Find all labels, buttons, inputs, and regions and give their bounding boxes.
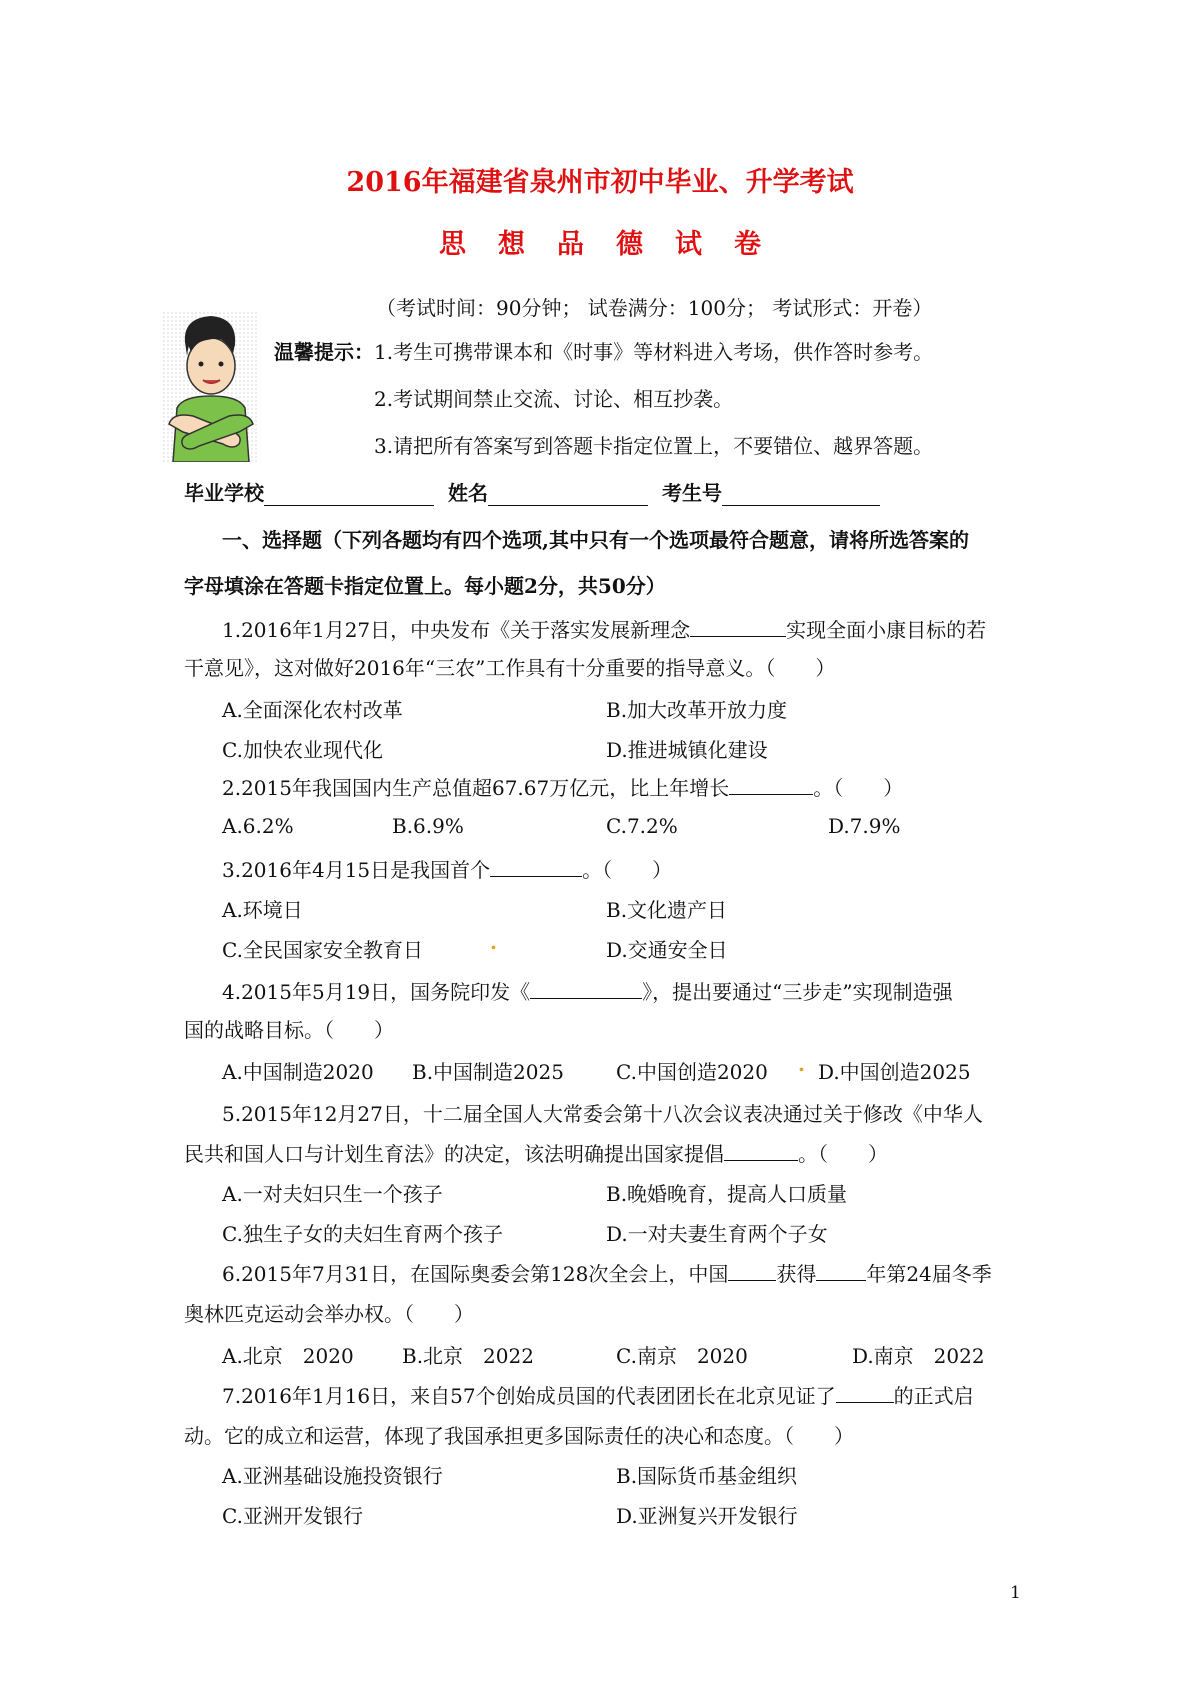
exam-no-field[interactable] [722,483,880,506]
question-1-line-1: 1.2016年1月27日，中央发布《关于落实发展新理念 实现全面小康目标的若 [222,618,987,642]
q3-option-c[interactable]: C.全民国家安全教育日 [222,938,423,962]
q3-option-a[interactable]: A.环境日 [222,898,303,922]
question-4-line-1: 4.2015年5月19日，国务院印发《 》，提出要通过“三步走”实现制造强 [222,980,953,1004]
section-heading-line-2: 字母填涂在答题卡指定位置上。每小题2分，共50分） [184,574,666,598]
q5-option-a[interactable]: A.一对夫妇只生一个孩子 [222,1182,443,1206]
q7-option-d[interactable]: D.亚洲复兴开发银行 [616,1504,798,1528]
exam-subtitle: 思想品德试卷 [439,229,793,260]
question-6-line-1: 6.2015年7月31日，在国际奥委会第128次全会上，中国 获得 年第24届冬季 [222,1262,992,1286]
q6-option-c[interactable]: C.南京 2020 [616,1344,748,1368]
q3-option-b[interactable]: B.文化遗产日 [606,898,728,922]
name-label: 姓名 [448,481,488,505]
q3-option-d[interactable]: D.交通安全日 [606,938,728,962]
question-2: 2.2015年我国国内生产总值超67.67万亿元，比上年增长 。（ ） [222,776,904,800]
cartoon-boy-illustration [163,312,259,462]
decorative-dot: . [490,930,497,954]
q5-option-c[interactable]: C.独生子女的夫妇生育两个孩子 [222,1222,503,1246]
q4-option-a[interactable]: A.中国制造2020 [222,1060,374,1084]
q5-option-b[interactable]: B.晚婚晚育，提高人口质量 [606,1182,848,1206]
q2-option-c[interactable]: C.7.2% [606,814,678,838]
tip-line-3: 3.请把所有答案写到答题卡指定位置上，不要错位、越界答题。 [374,434,934,458]
q1-option-a[interactable]: A.全面深化农村改革 [222,698,403,722]
tip-label: 温馨提示： [274,340,374,364]
q6-option-a[interactable]: A.北京 2020 [222,1344,354,1368]
exam-no-label: 考生号 [662,481,722,505]
q4-option-c[interactable]: C.中国创造2020 [616,1060,768,1084]
question-4-line-2: 国的战略目标。（ ） [184,1018,394,1042]
q1-option-c[interactable]: C.加快农业现代化 [222,738,383,762]
decorative-dot: . [798,1052,805,1076]
q6-option-b[interactable]: B.北京 2022 [402,1344,534,1368]
q2-option-b[interactable]: B.6.9% [392,814,464,838]
name-field[interactable] [488,483,648,506]
student-info-fields [184,477,894,506]
tip-line-1: 温馨提示：1.考生可携带课本和《时事》等材料进入考场，供作答时参考。 [274,340,934,364]
exam-title: 2016年福建省泉州市初中毕业、升学考试 [346,167,854,198]
q5-option-d[interactable]: D.一对夫妻生育两个子女 [606,1222,828,1246]
tip-line-2: 2.考试期间禁止交流、讨论、相互抄袭。 [374,387,734,411]
q7-option-a[interactable]: A.亚洲基础设施投资银行 [222,1464,443,1488]
question-6-line-2: 奥林匹克运动会举办权。（ ） [184,1302,474,1326]
exam-info: （考试时间：90分钟； 试卷满分：100分； 考试形式：开卷） [376,296,933,320]
q2-option-d[interactable]: D.7.9% [828,814,901,838]
q2-option-a[interactable]: A.6.2% [222,814,294,838]
question-7-line-2: 动。它的成立和运营，体现了我国承担更多国际责任的决心和态度。（ ） [184,1424,854,1448]
q4-option-d[interactable]: D.中国创造2025 [818,1060,971,1084]
question-1-line-2: 干意见》，这对做好2016年“三农”工作具有十分重要的指导意义。（ ） [184,656,836,680]
q1-option-d[interactable]: D.推进城镇化建设 [606,738,768,762]
question-5-line-1: 5.2015年12月27日，十二届全国人大常委会第十八次会议表决通过关于修改《中华人 [222,1102,983,1126]
question-3: 3.2016年4月15日是我国首个 。（ ） [222,858,673,882]
q6-option-d[interactable]: D.南京 2022 [852,1344,985,1368]
question-7-line-1: 7.2016年1月16日，来自57个创始成员国的代表团团长在北京见证了 的正式启 [222,1384,974,1408]
school-field[interactable] [264,483,434,506]
school-label: 毕业学校 [184,481,264,505]
q4-option-b[interactable]: B.中国制造2025 [412,1060,564,1084]
page-number: 1 [1010,1583,1021,1603]
q1-option-b[interactable]: B.加大改革开放力度 [606,698,788,722]
q7-option-b[interactable]: B.国际货币基金组织 [616,1464,798,1488]
q7-option-c[interactable]: C.亚洲开发银行 [222,1504,363,1528]
section-heading-line-1: 一、选择题（下列各题均有四个选项,其中只有一个选项最符合题意，请将所选答案的 [222,528,969,552]
question-5-line-2: 民共和国人口与计划生育法》的决定，该法明确提出国家提倡 。（ ） [184,1142,888,1166]
